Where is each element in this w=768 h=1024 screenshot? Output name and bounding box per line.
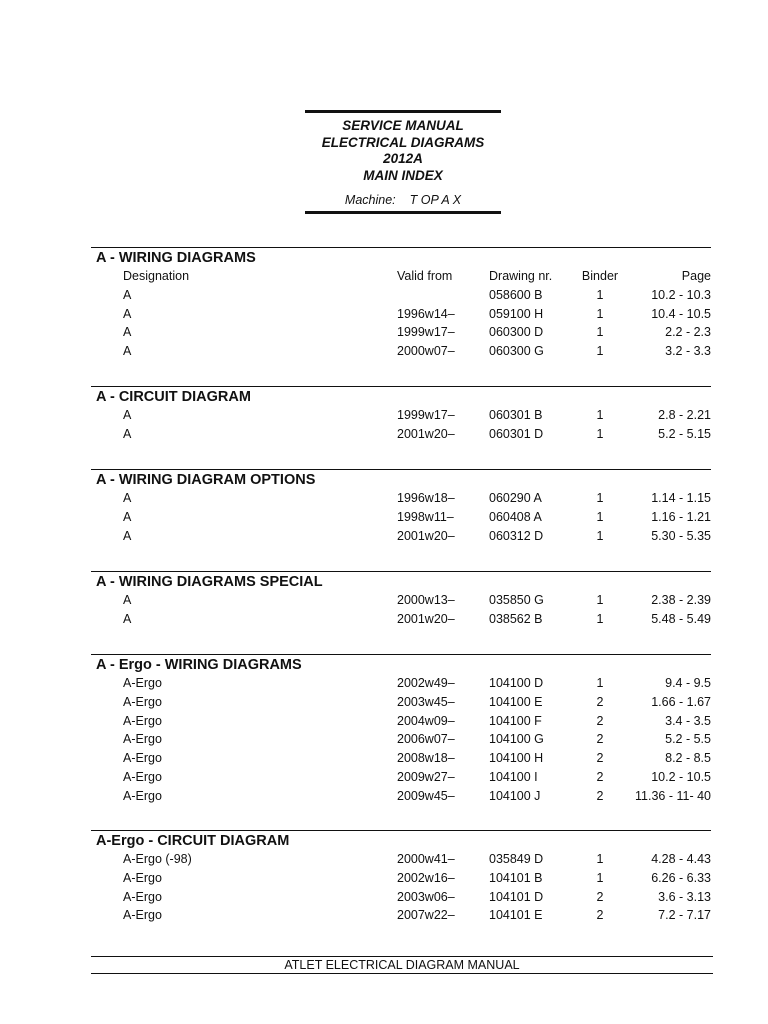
table-row [91, 527, 711, 546]
cell-drawing-nr: 038562 B [489, 611, 543, 626]
cell-drawing-nr: 060301 D [489, 426, 544, 441]
section-rule [91, 247, 711, 248]
section-a-wiring-diagram-options [91, 469, 711, 545]
cell-binder: 2 [596, 788, 604, 803]
cell-designation: A [123, 528, 132, 543]
machine-label: Machine: [344, 193, 396, 207]
title-edition: 2012A [383, 151, 423, 166]
cell-page: 10.2 - 10.5 [651, 769, 711, 784]
table-row [91, 286, 711, 305]
cell-binder: 1 [596, 344, 604, 359]
title-service-manual: SERVICE MANUAL [342, 118, 464, 133]
section-title: A - WIRING DIAGRAMS [96, 250, 256, 266]
cell-page: 1.16 - 1.21 [651, 509, 711, 524]
cell-binder: 1 [596, 528, 604, 543]
cell-designation: A [123, 325, 132, 340]
cell-binder: 1 [596, 287, 604, 302]
column-header-row [91, 267, 711, 286]
cell-valid-from: 2001w20– [397, 426, 455, 441]
cell-binder: 1 [596, 509, 604, 524]
cell-valid-from: 2000w41– [397, 852, 455, 866]
cell-drawing-nr: 104100 H [489, 751, 544, 766]
section-rule [91, 386, 711, 387]
table-row [91, 610, 711, 629]
section-rule [91, 654, 711, 655]
cell-drawing-nr: 060290 A [489, 491, 542, 505]
cell-page: 7.2 - 7.17 [658, 908, 711, 923]
table-row [91, 425, 711, 444]
cell-designation: A [123, 306, 132, 321]
cell-designation: A-Ergo [123, 908, 162, 923]
cell-drawing-nr: 060312 D [489, 528, 544, 543]
cell-valid-from: 2001w20– [397, 611, 455, 626]
table-row [91, 888, 711, 907]
column-header-valid-from: Valid from [397, 269, 453, 283]
section-a-wiring-diagrams-special [91, 571, 711, 629]
cell-drawing-nr: 035850 G [489, 593, 544, 607]
cell-valid-from: 2008w18– [397, 751, 455, 766]
cell-drawing-nr: 104101 D [489, 889, 544, 904]
cell-valid-from: 2003w45– [397, 694, 455, 709]
section-title: A - WIRING DIAGRAMS SPECIAL [96, 574, 323, 590]
cell-binder: 1 [596, 306, 604, 321]
cell-designation: A [123, 491, 132, 505]
cell-designation: A-Ergo [123, 751, 162, 766]
table-row [91, 906, 711, 925]
cell-designation: A [123, 287, 132, 302]
cell-binder: 1 [596, 852, 604, 866]
section-a-ergo-wiring-diagrams [91, 654, 711, 806]
cell-drawing-nr: 104100 D [489, 676, 544, 690]
cell-valid-from: 1999w17– [397, 408, 455, 422]
cell-drawing-nr: 104100 E [489, 694, 543, 709]
cell-designation: A-Ergo [123, 732, 162, 747]
cell-page: 4.28 - 4.43 [651, 852, 711, 866]
cell-binder: 1 [596, 611, 604, 626]
cell-designation: A-Ergo [123, 870, 162, 885]
table-row [91, 768, 711, 787]
table-row [91, 489, 711, 508]
cell-designation: A-Ergo (-98) [123, 852, 192, 866]
machine-value: T OP A X [409, 193, 462, 207]
cell-binder: 2 [596, 889, 604, 904]
cell-binder: 2 [596, 751, 604, 766]
cell-designation: A-Ergo [123, 788, 162, 803]
cell-page: 3.6 - 3.13 [658, 889, 711, 904]
cell-valid-from: 1998w11– [397, 509, 454, 524]
section-a-ergo-circuit-diagram [91, 830, 711, 925]
table-row [91, 869, 711, 888]
column-header-page: Page [681, 269, 711, 283]
cell-binder: 1 [596, 325, 604, 340]
cell-drawing-nr: 104101 E [489, 908, 543, 923]
cell-valid-from: 2000w07– [397, 344, 455, 359]
section-title: A - WIRING DIAGRAM OPTIONS [96, 472, 316, 488]
cell-binder: 1 [596, 491, 604, 505]
page-footer: ATLET ELECTRICAL DIAGRAM MANUAL [91, 956, 713, 974]
cell-page: 1.14 - 1.15 [651, 491, 711, 505]
cell-drawing-nr: 060300 G [489, 344, 544, 359]
cell-designation: A-Ergo [123, 694, 162, 709]
cell-designation: A [123, 344, 132, 359]
cell-drawing-nr: 058600 B [489, 287, 543, 302]
cell-binder: 1 [596, 870, 604, 885]
title-block [305, 110, 501, 214]
column-header-binder: Binder [581, 269, 619, 283]
cell-binder: 1 [596, 676, 604, 690]
table-row [91, 305, 711, 324]
cell-drawing-nr: 104100 J [489, 788, 541, 803]
section-title: A-Ergo - CIRCUIT DIAGRAM [96, 833, 290, 849]
cell-binder: 2 [596, 694, 604, 709]
cell-drawing-nr: 059100 H [489, 306, 544, 321]
cell-binder: 2 [596, 908, 604, 923]
cell-page: 9.4 - 9.5 [665, 676, 711, 690]
cell-designation: A [123, 611, 132, 626]
cell-drawing-nr: 060301 B [489, 408, 543, 422]
cell-drawing-nr: 104100 G [489, 732, 544, 747]
cell-valid-from: 2000w13– [397, 593, 455, 607]
cell-page: 11.36 - 11- 40 [635, 788, 711, 803]
cell-valid-from: 2004w09– [397, 713, 455, 728]
table-row [91, 508, 711, 527]
cell-designation: A [123, 426, 132, 441]
column-header-designation: Designation [123, 269, 190, 283]
cell-binder: 1 [596, 593, 604, 607]
section-title: A - CIRCUIT DIAGRAM [96, 389, 251, 405]
table-row [91, 406, 711, 425]
section-rule [91, 571, 711, 572]
cell-designation: A-Ergo [123, 713, 162, 728]
cell-designation: A-Ergo [123, 889, 162, 904]
cell-page: 5.48 - 5.49 [651, 611, 711, 626]
title-electrical-diagrams: ELECTRICAL DIAGRAMS [321, 134, 485, 150]
table-row [91, 730, 711, 749]
section-a-circuit-diagram [91, 386, 711, 444]
section-rule [91, 469, 711, 470]
cell-drawing-nr: 104101 B [489, 870, 543, 885]
cell-designation: A [123, 408, 132, 422]
cell-page: 2.8 - 2.21 [658, 408, 711, 422]
cell-designation: A-Ergo [123, 769, 162, 784]
cell-valid-from: 1996w18– [397, 491, 455, 505]
cell-drawing-nr: 060300 D [489, 325, 544, 340]
cell-valid-from: 2002w49– [397, 676, 455, 690]
table-row [91, 749, 711, 768]
cell-drawing-nr: 104100 I [489, 769, 538, 784]
cell-valid-from: 2001w20– [397, 528, 455, 543]
cell-page: 5.30 - 5.35 [651, 528, 711, 543]
cell-page: 8.2 - 8.5 [665, 751, 711, 766]
cell-page: 2.38 - 2.39 [651, 593, 711, 607]
cell-valid-from: 1999w17– [397, 325, 455, 340]
cell-page: 1.66 - 1.67 [651, 694, 711, 709]
table-row [91, 712, 711, 731]
cell-page: 10.4 - 10.5 [651, 306, 711, 321]
cell-page: 5.2 - 5.15 [658, 426, 711, 441]
table-row [91, 674, 711, 693]
table-row [91, 693, 711, 712]
cell-page: 5.2 - 5.5 [665, 732, 711, 747]
cell-valid-from: 2002w16– [397, 870, 455, 885]
table-row [91, 342, 711, 361]
table-row [91, 787, 711, 806]
cell-binder: 2 [596, 769, 604, 784]
machine-line [305, 193, 501, 207]
cell-drawing-nr: 035849 D [489, 852, 544, 866]
section-rule [91, 830, 711, 831]
cell-designation: A [123, 509, 132, 524]
section-title: A - Ergo - WIRING DIAGRAMS [96, 657, 302, 673]
cell-valid-from: 2007w22– [397, 908, 455, 923]
cell-page: 10.2 - 10.3 [651, 287, 711, 302]
cell-designation: A-Ergo [123, 676, 162, 690]
title-main-index: MAIN INDEX [363, 167, 443, 183]
cell-binder: 1 [596, 426, 604, 441]
cell-binder: 2 [596, 713, 604, 728]
table-row [91, 323, 711, 342]
cell-binder: 2 [596, 732, 604, 747]
cell-valid-from: 2009w27– [397, 769, 455, 784]
cell-page: 3.2 - 3.3 [665, 344, 711, 359]
cell-binder: 1 [596, 408, 604, 422]
table-row [91, 591, 711, 610]
cell-page: 2.2 - 2.3 [665, 325, 711, 340]
cell-designation: A [123, 593, 132, 607]
cell-valid-from: 2009w45– [397, 788, 455, 803]
cell-valid-from: 1996w14– [397, 306, 455, 321]
cell-drawing-nr: 104100 F [489, 713, 542, 728]
section-a-wiring-diagrams [91, 247, 711, 361]
cell-page: 3.4 - 3.5 [665, 713, 711, 728]
cell-valid-from: 2006w07– [397, 732, 455, 747]
cell-page: 6.26 - 6.33 [651, 870, 711, 885]
cell-valid-from: 2003w06– [397, 889, 455, 904]
table-row [91, 850, 711, 869]
cell-drawing-nr: 060408 A [489, 509, 542, 524]
column-header-drawing-nr: Drawing nr. [489, 269, 553, 283]
